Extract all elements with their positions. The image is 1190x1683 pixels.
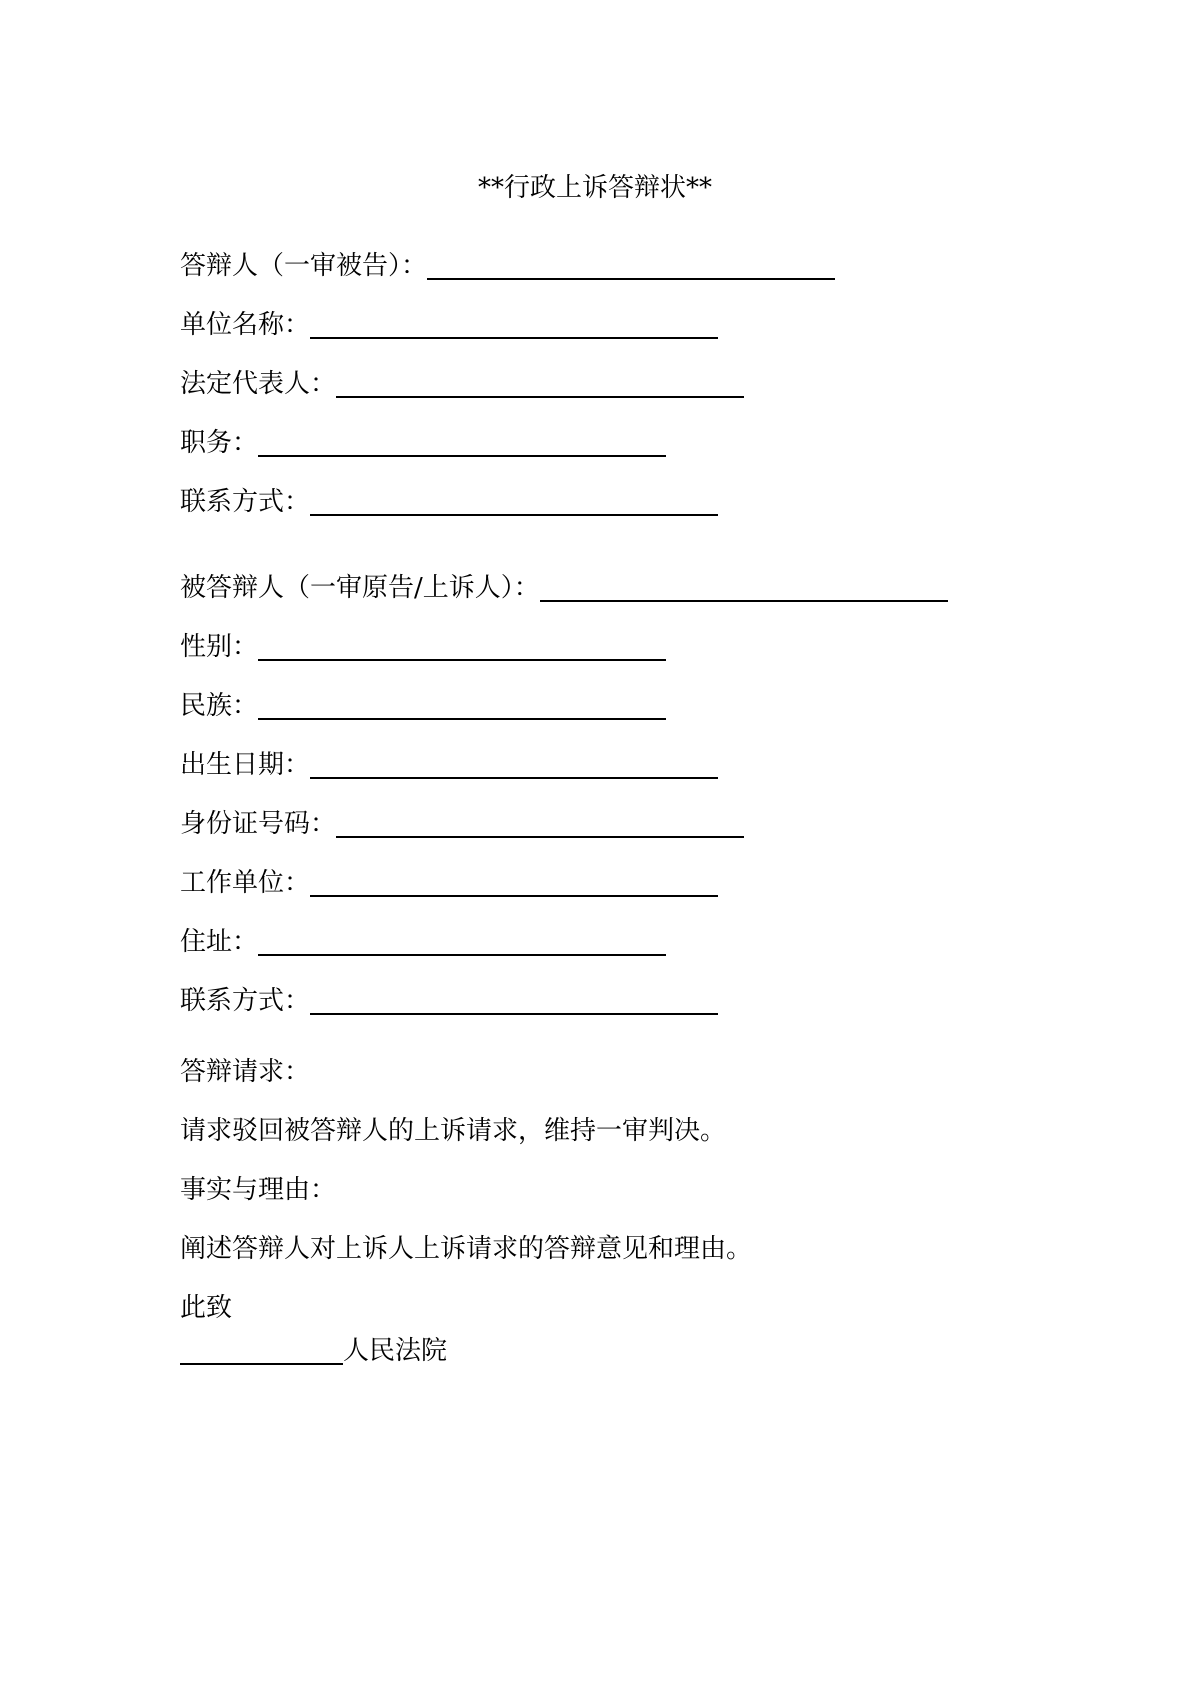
document-title: **行政上诉答辩状**	[477, 173, 712, 203]
respondent-field-row	[180, 364, 744, 404]
position-blank[interactable]	[258, 425, 666, 457]
respondent-name-blank[interactable]	[427, 248, 835, 280]
appellee-field-label: 工作单位：	[180, 868, 311, 898]
respondent-field-label: 联系方式：	[180, 487, 311, 517]
appellee-heading: 被答辩人（一审原告/上诉人）：	[180, 573, 540, 603]
respondent-heading: 答辩人（一审被告）：	[180, 251, 428, 281]
respondent-field-label: 职务：	[180, 428, 259, 458]
appellee-field-row	[180, 922, 666, 962]
legal-representative-blank[interactable]	[336, 366, 744, 398]
appellee-field-label: 性别：	[180, 632, 259, 662]
appellee-field-label: 民族：	[180, 691, 259, 721]
appellee-field-row	[180, 745, 718, 785]
respondent-field-label: 单位名称：	[180, 310, 311, 340]
respondent-field-label: 法定代表人：	[180, 369, 337, 399]
facts-heading: 事实与理由：	[180, 1175, 337, 1205]
appellee-name-blank[interactable]	[540, 570, 948, 602]
respondent-contact-blank[interactable]	[310, 484, 718, 516]
respondent-field-row	[180, 482, 718, 522]
court-line	[180, 1331, 447, 1371]
appellee-field-row	[180, 863, 718, 903]
appellee-contact-blank[interactable]	[310, 983, 718, 1015]
id-number-blank[interactable]	[336, 806, 744, 838]
appellee-field-row	[180, 686, 666, 726]
salutation: 此致	[180, 1293, 233, 1323]
request-heading: 答辩请求：	[180, 1057, 311, 1087]
appellee-field-row	[180, 804, 744, 844]
appellee-field-label: 身份证号码：	[180, 809, 337, 839]
appellee-field-row	[180, 981, 718, 1021]
appellee-field-label: 住址：	[180, 927, 259, 957]
respondent-heading-row	[180, 246, 835, 286]
appellee-field-label: 出生日期：	[180, 750, 311, 780]
respondent-field-row	[180, 423, 666, 463]
ethnicity-blank[interactable]	[258, 688, 666, 720]
appellee-heading-row	[180, 568, 948, 608]
respondent-field-row	[180, 305, 718, 345]
court-suffix: 人民法院	[343, 1336, 448, 1366]
gender-blank[interactable]	[258, 629, 666, 661]
appellee-field-row	[180, 627, 666, 667]
address-blank[interactable]	[258, 924, 666, 956]
employer-blank[interactable]	[310, 865, 718, 897]
facts-body: 阐述答辩人对上诉人上诉请求的答辩意见和理由。	[180, 1234, 753, 1264]
unit-name-blank[interactable]	[310, 307, 718, 339]
court-name-blank[interactable]	[180, 1333, 343, 1365]
birth-date-blank[interactable]	[310, 747, 718, 779]
appellee-field-label: 联系方式：	[180, 986, 311, 1016]
request-body: 请求驳回被答辩人的上诉请求，维持一审判决。	[180, 1116, 727, 1146]
